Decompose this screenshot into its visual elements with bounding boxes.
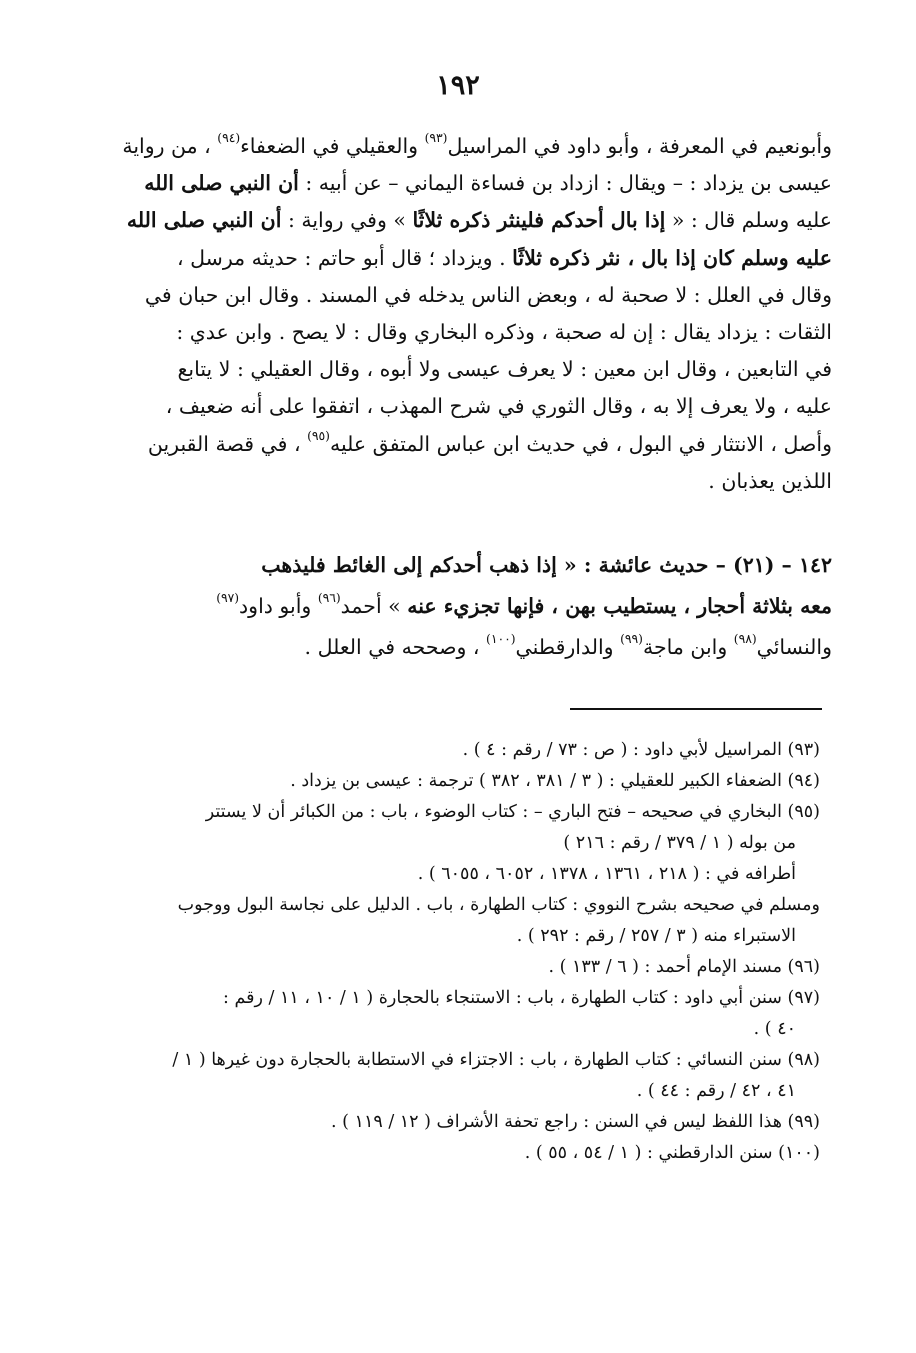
- text-line: [68, 586, 832, 627]
- footnotes-section: [68, 735, 820, 1169]
- text-run: عيسى بن يزداد : – ويقال : ازداد بن فساءة اليماني – عن أبيه :: [298, 171, 832, 196]
- text-line: [68, 202, 832, 239]
- footnote-line: من بوله ( ١ / ٣٧٩ / رقم : ٢١٦ ): [563, 833, 796, 853]
- footnote-line: ومسلم في صحيحه بشرح النووي : كتاب الطهارة ، باب . الدليل على نجاسة البول ووجوب: [177, 895, 820, 915]
- text-line: [68, 128, 832, 165]
- text-run: وابن ماجة: [642, 635, 734, 659]
- footnote-marker: (٩٣): [424, 130, 448, 145]
- text-line: [68, 463, 832, 500]
- text-run: والنسائي: [756, 635, 832, 659]
- footnote-marker: (٩٤): [217, 130, 241, 145]
- main-paragraph-1: [68, 128, 832, 500]
- text-run: الثقات : يزداد يقال : إن له صحبة ، وذكره البخاري وقال : لا يصح . وابن عدي :: [176, 320, 832, 345]
- footnote-separator: [570, 708, 822, 710]
- text-run: عليه ، ولا يعرف إلا به ، وقال الثوري في شرح المهذب ، اتفقوا على أنه ضعيف ،: [165, 394, 832, 419]
- footnote-line: (٩٨) سنن النسائي : كتاب الطهارة ، باب : الاجتزاء في الاستطابة بالحجارة دون غيرها ( ١ /: [172, 1050, 820, 1070]
- text-run: » وفي رواية :: [281, 208, 413, 233]
- text-line: [68, 545, 832, 586]
- text-run: . ويزداد ؛ قال أبو حاتم : حديثه مرسل ،: [177, 245, 513, 270]
- footnote-line: أطرافه في : ( ٢١٨ ، ١٣٦١ ، ١٣٧٨ ، ٦٠٥٢ ، ٦٠٥٥ ) .: [417, 864, 796, 884]
- text-run: اللذين يعذبان .: [708, 468, 832, 493]
- text-run: وأبونعيم في المعرفة ، وأبو داود في المراسيل: [447, 134, 832, 158]
- footnote-marker: (٩٩): [620, 631, 643, 646]
- text-run: وأبو داود: [239, 594, 318, 618]
- footnote-marker: (٩٦): [317, 590, 341, 605]
- footnote-line: (٩٤) الضعفاء الكبير للعقيلي : ( ٣ / ٣٨١ ، ٣٨٢ ) ترجمة : عيسى بن يزداد .: [290, 771, 820, 791]
- text-run: والدارقطني: [515, 635, 621, 659]
- emphasized-text: أن النبي صلى الله: [126, 208, 282, 233]
- footnote-line: (٩٩) هذا اللفظ ليس في السنن : راجع تحفة الأشراف ( ١٢ / ١١٩ ) .: [331, 1112, 820, 1132]
- text-line: [68, 627, 832, 668]
- footnote-line: (٩٧) سنن أبي داود : كتاب الطهارة ، باب : الاستنجاء بالحجارة ( ١ / ١٠ ، ١١ / رقم :: [223, 988, 820, 1008]
- footnote-marker: (٩٥): [307, 428, 330, 443]
- text-run: ، في قصة القبرين: [147, 431, 308, 456]
- text-run: عليه وسلم قال : «: [665, 208, 832, 233]
- text-run: ، من رواية: [122, 134, 218, 158]
- footnote-marker: (٩٨): [733, 631, 757, 646]
- text-line: [68, 277, 832, 314]
- page-number: ١٩٢: [436, 70, 480, 101]
- text-run: ، وصححه في العلل .: [304, 635, 487, 659]
- emphasized-text: أن النبي صلى الله: [144, 171, 299, 196]
- footnote-line: (٩٣) المراسيل لأبي داود : ( ص : ٧٣ / رقم : ٤ ) .: [462, 740, 820, 760]
- text-line: [68, 240, 832, 277]
- footnote-line: (٩٦) مسند الإمام أحمد : ( ٦ / ١٣٣ ) .: [548, 957, 820, 977]
- emphasized-text: ١٤٢ – (٢١) – حديث عائشة : « إذا ذهب أحدكم إلى الغائط فليذهب: [261, 553, 832, 577]
- text-line: [68, 426, 832, 463]
- text-line: [68, 388, 832, 425]
- text-run: وأصل ، الانتثار في البول ، في حديث ابن عباس المتفق عليه: [329, 431, 832, 456]
- footnote-line: (١٠٠) سنن الدارقطني : ( ١ / ٥٤ ، ٥٥ ) .: [524, 1143, 820, 1163]
- footnote-line: ٤١ ، ٤٢ / رقم : ٤٤ ) .: [636, 1081, 796, 1101]
- main-paragraph-2: [68, 545, 832, 668]
- text-line: [68, 165, 832, 202]
- text-run: والعقيلي في الضعفاء: [240, 134, 425, 158]
- emphasized-text: عليه وسلم كان إذا بال ، نثر ذكره ثلاثًا: [512, 245, 832, 270]
- emphasized-text: إذا بال أحدكم فلينثر ذكره ثلاثًا: [412, 208, 666, 233]
- footnote-marker: (٩٧): [216, 590, 240, 605]
- footnote-line: الاستبراء منه ( ٣ / ٢٥٧ / رقم : ٢٩٢ ) .: [516, 926, 796, 946]
- footnote-line: (٩٥) البخاري في صحيحه – فتح الباري – : كتاب الوضوء ، باب : من الكبائر أن لا يستتر: [205, 802, 820, 822]
- text-run: وقال في العلل : لا صحبة له ، وبعض الناس يدخله في المسند . وقال ابن حبان في: [144, 282, 832, 307]
- text-line: [68, 351, 832, 388]
- footnote-line: ٤٠ ) .: [753, 1019, 796, 1039]
- text-run: في التابعين ، وقال ابن معين : لا يعرف عيسى ولا أبوه ، وقال العقيلي : لا يتابع: [177, 357, 832, 382]
- footnote-marker: (١٠٠): [486, 631, 516, 646]
- emphasized-text: معه بثلاثة أحجار ، يستطيب بهن ، فإنها تجزيء عنه: [407, 594, 832, 618]
- text-run: » أحمد: [340, 594, 408, 618]
- text-line: [68, 314, 832, 351]
